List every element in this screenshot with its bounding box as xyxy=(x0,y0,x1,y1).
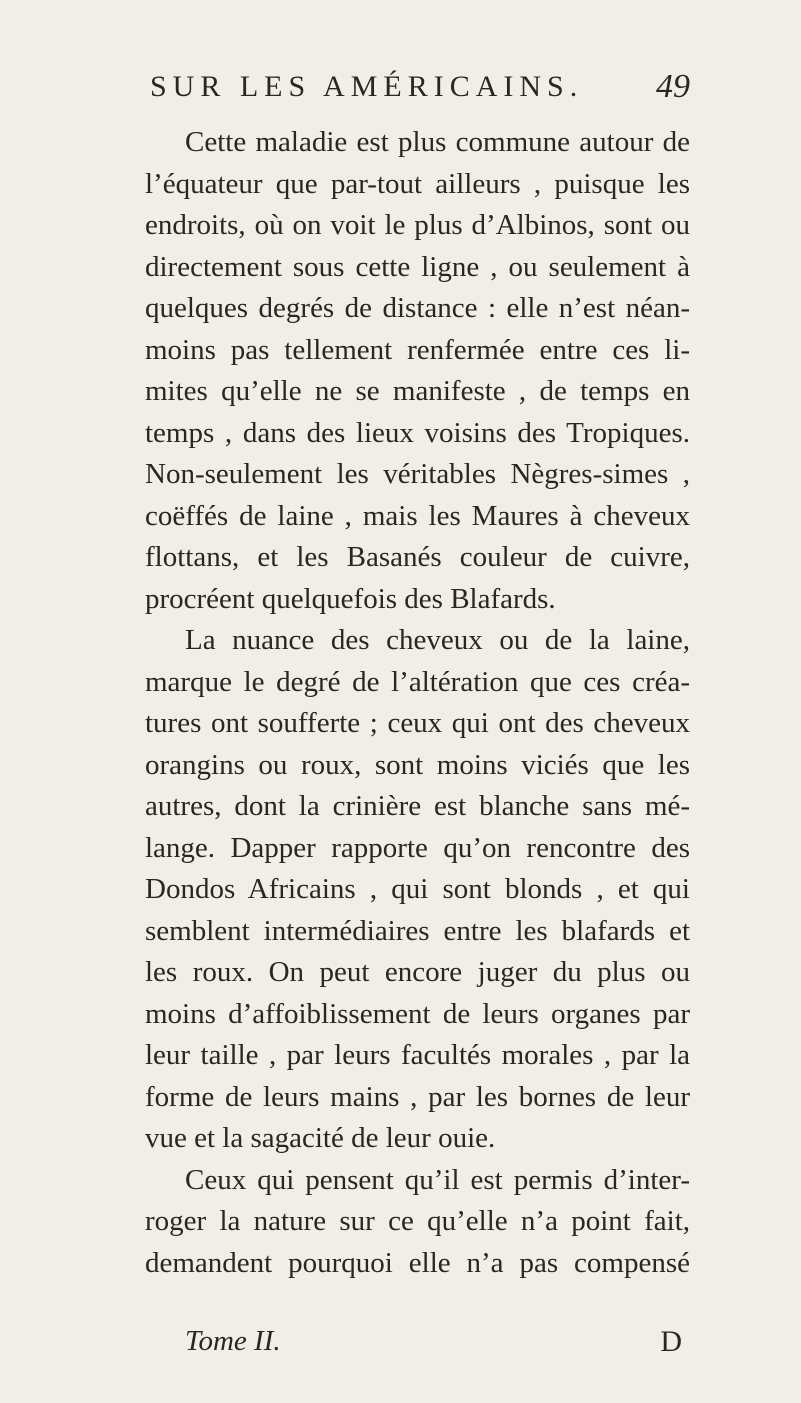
text-line: Dondos Africains , qui sont blonds , et qui xyxy=(145,873,690,905)
signature-mark: D xyxy=(660,1325,682,1358)
text-line: Non-seulement les véritables Nègres-simes , xyxy=(145,458,690,490)
running-head xyxy=(150,64,690,112)
text-line: demandent pourquoi elle n’a pas compensé xyxy=(145,1246,690,1279)
text-line: flottans, et les Basanés couleur de cuivre, xyxy=(145,541,690,573)
text-line: les roux. On peut encore juger du plus ou xyxy=(145,956,690,988)
text-line: orangins ou roux, sont moins viciés que les xyxy=(145,748,690,781)
running-head-title: SUR LES AMÉRICAINS. xyxy=(150,70,584,103)
text-line: La nuance des cheveux ou de la laine, xyxy=(185,624,690,656)
text-line: vue et la sagacité de leur ouie. xyxy=(145,1122,496,1154)
text-line: autres, dont la crinière est blanche sans mé- xyxy=(145,790,690,822)
text-line: moins pas tellement renfermée entre ces li- xyxy=(145,333,690,366)
volume-mark: Tome II. xyxy=(185,1325,281,1357)
text-line: coëffés de laine , mais les Maures à cheveux xyxy=(145,499,690,532)
page-footer xyxy=(185,1325,690,1369)
text-line: roger la nature sur ce qu’elle n’a point fait, xyxy=(145,1205,690,1237)
text-line: procréent quelquefois des Blafards. xyxy=(145,582,556,615)
text-line: mites qu’elle ne se manifeste , de temps en xyxy=(145,375,690,407)
page-number: 49 xyxy=(656,68,690,105)
text-line: leur taille , par leurs facultés morales , par la xyxy=(145,1039,690,1071)
text-line: directement sous cette ligne , ou seulement à xyxy=(145,250,690,283)
body-text xyxy=(145,122,690,1284)
text-line: quelques degrés de distance : elle n’est néan- xyxy=(145,292,690,324)
text-line: endroits, où on voit le plus d’Albinos, sont ou xyxy=(145,209,690,241)
text-line: tures ont soufferte ; ceux qui ont des cheveux xyxy=(145,707,690,739)
text-line: forme de leurs mains , par les bornes de leur xyxy=(145,1080,690,1113)
text-line: semblent intermédiaires entre les blafards et xyxy=(145,914,690,947)
text-line: l’équateur que par-tout ailleurs , puisque les xyxy=(145,167,690,200)
text-line: lange. Dapper rapporte qu’on rencontre des xyxy=(145,831,690,864)
text-line: moins d’affoiblissement de leurs organes par xyxy=(145,997,690,1030)
text-line: Cette maladie est plus commune autour de xyxy=(185,126,690,158)
text-line: temps , dans des lieux voisins des Tropiques. xyxy=(145,416,690,449)
text-line: marque le degré de l’altération que ces créa- xyxy=(145,665,690,698)
text-line: Ceux qui pensent qu’il est permis d’inter- xyxy=(185,1163,690,1196)
